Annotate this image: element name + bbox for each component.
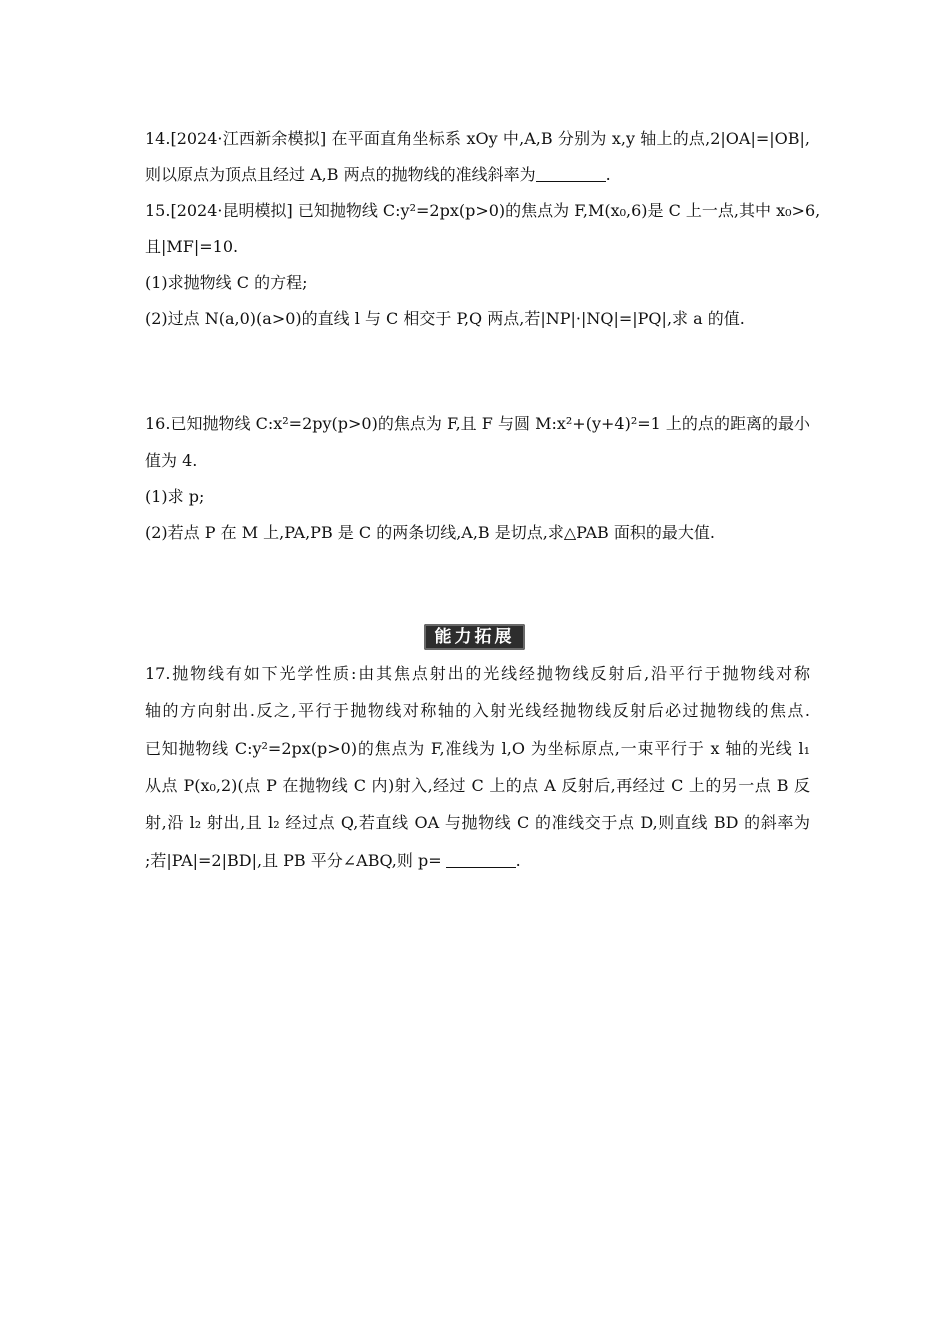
q17-line-6-text: ;若|PA|=2|BD|,且 PB 平分∠ABQ,则 p= — [145, 851, 442, 870]
q15-line-1: 15.[2024·昆明模拟] 已知抛物线 C:y²=2px(p>0)的焦点为 F,M(x₀,6)是 C 上一点,其中 x₀>6, — [145, 201, 821, 220]
q17-line-4: 从点 P(x₀,2)(点 P 在抛物线 C 内)射入,经过 C 上的点 A 反射后,再经过 C 上的另一点 B 反 — [145, 776, 810, 795]
q17-line-3: 已知抛物线 C:y²=2px(p>0)的焦点为 F,准线为 l,O 为坐标原点,一束平行于 x 轴的光线 l₁ — [145, 739, 810, 758]
q14-line-2-text: 则以原点为顶点且经过 A,B 两点的抛物线的准线斜率为 — [145, 165, 536, 184]
q17-line-2: 轴的方向射出.反之,平行于抛物线对称轴的入射光线经抛物线反射后必过抛物线的焦点. — [145, 701, 810, 720]
section-badge-ability-extension: 能力拓展 — [424, 624, 525, 650]
q16-part-2: (2)若点 P 在 M 上,PA,PB 是 C 的两条切线,A,B 是切点,求△PAB 面积的最大值. — [145, 523, 715, 542]
q14-answer-blank[interactable] — [536, 165, 606, 182]
q16-line-2: 值为 4. — [145, 451, 198, 470]
q16-line-1: 16.已知抛物线 C:x²=2py(p>0)的焦点为 F,且 F 与圆 M:x²+(y+4)²=1 上的点的距离的最小 — [145, 414, 810, 433]
q15-part-1: (1)求抛物线 C 的方程; — [145, 273, 308, 292]
q14-line-2 — [145, 164, 810, 186]
q15-part-2: (2)过点 N(a,0)(a>0)的直线 l 与 C 相交于 P,Q 两点,若|NP|·|NQ|=|PQ|,求 a 的值. — [145, 309, 745, 328]
q16-part-1: (1)求 p; — [145, 487, 205, 506]
q17-line-6-end: . — [515, 851, 521, 870]
q15-line-2: 且|MF|=10. — [145, 237, 239, 256]
q14-line-1: 14.[2024·江西新余模拟] 在平面直角坐标系 xOy 中,A,B 分别为 x,y 轴上的点,2|OA|=|OB|, — [145, 129, 810, 148]
q17-answer-blank[interactable] — [446, 851, 516, 868]
q17-line-6 — [145, 850, 810, 872]
q17-line-5: 射,沿 l₂ 射出,且 l₂ 经过点 Q,若直线 OA 与抛物线 C 的准线交于点 D,则直线 BD 的斜率为 — [145, 813, 810, 832]
q17-line-1: 17.抛物线有如下光学性质:由其焦点射出的光线经抛物线反射后,沿平行于抛物线对称 — [145, 664, 810, 683]
q14-line-2-end: . — [605, 165, 611, 184]
